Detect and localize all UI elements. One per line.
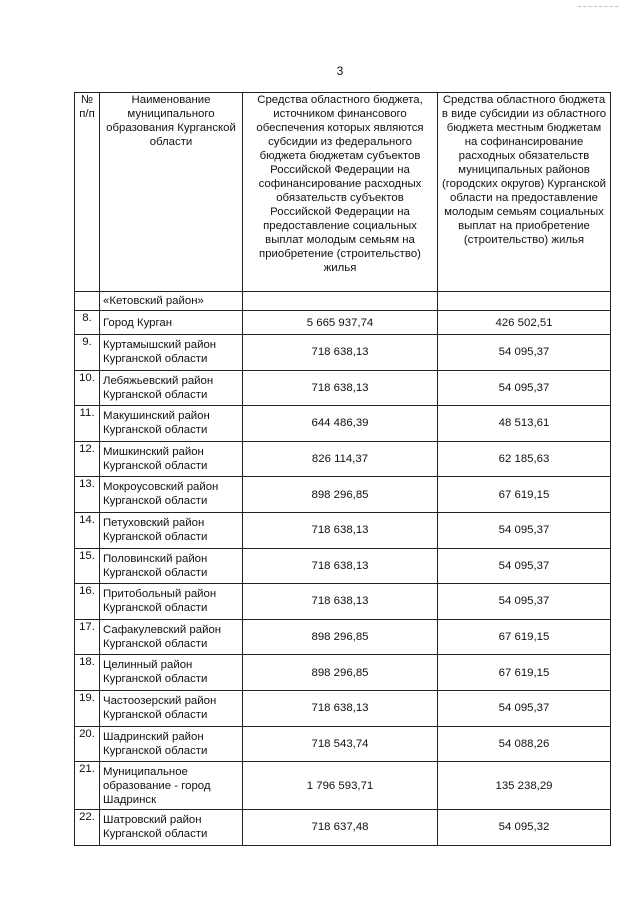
header-number: № п/п bbox=[75, 93, 100, 292]
cell-federal-funds bbox=[243, 292, 438, 311]
cell-regional-funds: 48 513,61 bbox=[438, 406, 611, 442]
cell-number: 9. bbox=[75, 335, 100, 371]
cell-number: 14. bbox=[75, 512, 100, 548]
cell-federal-funds: 718 637,48 bbox=[243, 810, 438, 846]
cell-federal-funds: 718 638,13 bbox=[243, 512, 438, 548]
cell-regional-funds: 67 619,15 bbox=[438, 655, 611, 691]
cell-regional-funds: 54 095,37 bbox=[438, 690, 611, 726]
cell-municipality: Куртамышский район Курганской области bbox=[100, 335, 243, 371]
cell-municipality: Мокроусовский район Курганской области bbox=[100, 477, 243, 513]
cell-federal-funds: 1 796 593,71 bbox=[243, 762, 438, 810]
cell-regional-funds bbox=[438, 292, 611, 311]
cell-municipality: Город Курган bbox=[100, 311, 243, 335]
table-row bbox=[75, 690, 611, 726]
cell-number: 15. bbox=[75, 548, 100, 584]
cell-regional-funds: 54 095,32 bbox=[438, 810, 611, 846]
cell-number: 22. bbox=[75, 810, 100, 846]
cell-federal-funds: 718 638,13 bbox=[243, 335, 438, 371]
cell-federal-funds: 644 486,39 bbox=[243, 406, 438, 442]
cell-number: 16. bbox=[75, 584, 100, 620]
table-row bbox=[75, 762, 611, 810]
cell-municipality: Притобольный район Курганской области bbox=[100, 584, 243, 620]
table-row bbox=[75, 584, 611, 620]
table-row bbox=[75, 335, 611, 371]
cell-number: 12. bbox=[75, 441, 100, 477]
cell-regional-funds: 54 095,37 bbox=[438, 335, 611, 371]
cell-municipality: «Кетовский район» bbox=[100, 292, 243, 311]
cell-municipality: Шатровский район Курганской области bbox=[100, 810, 243, 846]
cell-regional-funds: 54 095,37 bbox=[438, 548, 611, 584]
cell-municipality: Целинный район Курганской области bbox=[100, 655, 243, 691]
cell-regional-funds: 426 502,51 bbox=[438, 311, 611, 335]
cell-federal-funds: 718 638,13 bbox=[243, 690, 438, 726]
cell-number: 11. bbox=[75, 406, 100, 442]
cell-municipality: Половинский район Курганской области bbox=[100, 548, 243, 584]
table-row-continuation bbox=[75, 292, 611, 311]
page-number: 3 bbox=[336, 64, 344, 78]
cell-number: 17. bbox=[75, 619, 100, 655]
cell-federal-funds: 898 296,85 bbox=[243, 655, 438, 691]
cell-regional-funds: 62 185,63 bbox=[438, 441, 611, 477]
subsidy-table bbox=[74, 92, 611, 846]
table-row bbox=[75, 477, 611, 513]
cell-number: 18. bbox=[75, 655, 100, 691]
cell-federal-funds: 718 638,13 bbox=[243, 584, 438, 620]
header-municipality: Наименование муниципального образования Курганской области bbox=[100, 93, 243, 292]
cell-federal-funds: 5 665 937,74 bbox=[243, 311, 438, 335]
table-row bbox=[75, 619, 611, 655]
table-row bbox=[75, 441, 611, 477]
cell-municipality: Петуховский район Курганской области bbox=[100, 512, 243, 548]
cell-federal-funds: 718 543,74 bbox=[243, 726, 438, 762]
cell-federal-funds: 718 638,13 bbox=[243, 548, 438, 584]
cell-federal-funds: 898 296,85 bbox=[243, 477, 438, 513]
cell-municipality: Макушинский район Курганской области bbox=[100, 406, 243, 442]
cell-municipality: Частоозерский район Курганской области bbox=[100, 690, 243, 726]
cell-municipality: Шадринский район Курганской области bbox=[100, 726, 243, 762]
cell-municipality: Сафакулевский район Курганской области bbox=[100, 619, 243, 655]
table-row bbox=[75, 548, 611, 584]
cell-number: 13. bbox=[75, 477, 100, 513]
table-row bbox=[75, 406, 611, 442]
table-row bbox=[75, 810, 611, 846]
table-row bbox=[75, 726, 611, 762]
table-row bbox=[75, 655, 611, 691]
header-regional-funds: Средства областного бюджета в виде субсидии из областного бюджета местным бюджетам на софинансирование расходных обязательств муниципальных районов (городских округов) Курганской области на предоставление молодым семьям социальных выплат на приобретение (строительство) жилья bbox=[438, 93, 611, 292]
cell-number bbox=[75, 292, 100, 311]
cell-number: 8. bbox=[75, 311, 100, 335]
cell-federal-funds: 826 114,37 bbox=[243, 441, 438, 477]
table-row bbox=[75, 512, 611, 548]
table-header-row bbox=[75, 93, 611, 292]
cell-federal-funds: 718 638,13 bbox=[243, 370, 438, 406]
cell-municipality: Лебяжьевский район Курганской области bbox=[100, 370, 243, 406]
cell-municipality: Мишкинский район Курганской области bbox=[100, 441, 243, 477]
cell-regional-funds: 67 619,15 bbox=[438, 477, 611, 513]
cell-regional-funds: 54 088,26 bbox=[438, 726, 611, 762]
cell-number: 20. bbox=[75, 726, 100, 762]
cell-federal-funds: 898 296,85 bbox=[243, 619, 438, 655]
cell-number: 10. bbox=[75, 370, 100, 406]
cell-regional-funds: 54 095,37 bbox=[438, 370, 611, 406]
cell-number: 21. bbox=[75, 762, 100, 810]
cell-regional-funds: 54 095,37 bbox=[438, 512, 611, 548]
cell-regional-funds: 54 095,37 bbox=[438, 584, 611, 620]
table-row bbox=[75, 311, 611, 335]
table-row bbox=[75, 370, 611, 406]
cell-regional-funds: 67 619,15 bbox=[438, 619, 611, 655]
scan-artifact bbox=[578, 6, 618, 8]
cell-municipality: Муниципальное образование - город Шадринск bbox=[100, 762, 243, 810]
cell-regional-funds: 135 238,29 bbox=[438, 762, 611, 810]
header-federal-funds: Средства областного бюджета, источником финансового обеспечения которых являются субсидии из федерального бюджета бюджетам субъектов Российской Федерации на софинансирование расходных обязательств субъектов Российской Федерации на предоставление социальных выплат молодым семьям на приобретение (строительство) жилья bbox=[243, 93, 438, 292]
cell-number: 19. bbox=[75, 690, 100, 726]
